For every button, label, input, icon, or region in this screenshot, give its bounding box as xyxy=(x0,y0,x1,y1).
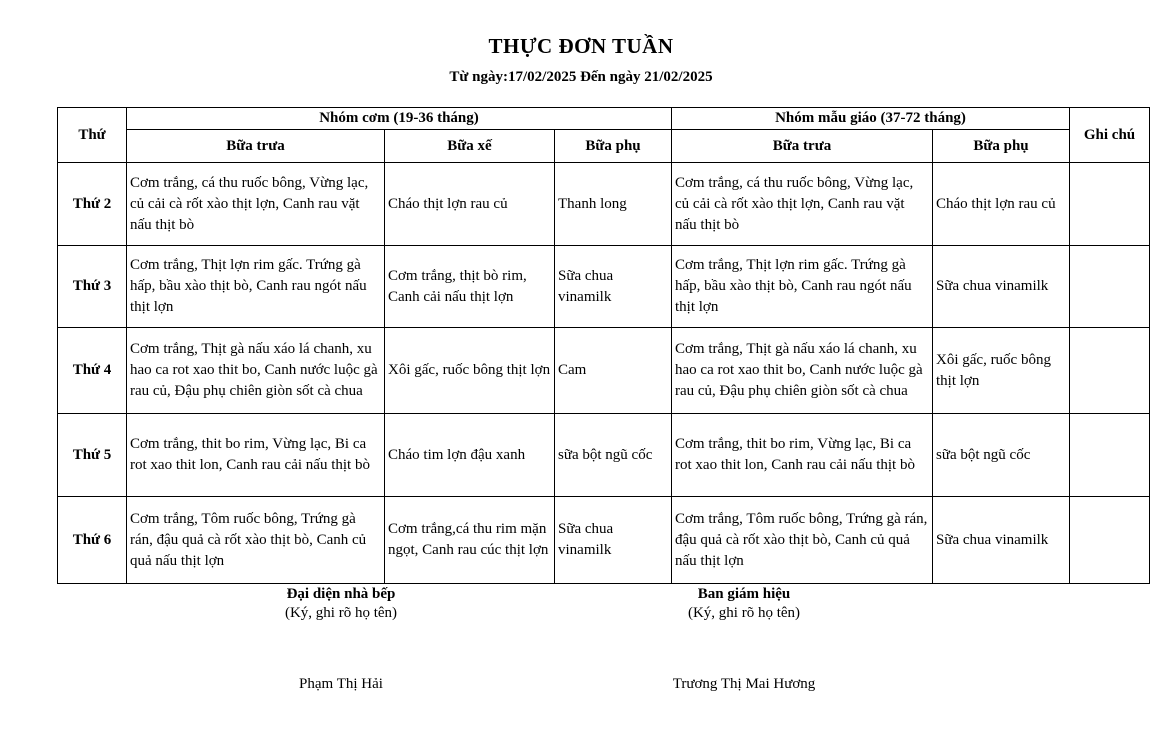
menu-table xyxy=(57,107,1150,584)
g2-snack-cell: sữa bột ngũ cốc xyxy=(933,414,1070,497)
signature-board-role: Ban giám hiệu xyxy=(697,586,791,602)
g1-snack-cell: Cam xyxy=(555,328,672,414)
g1-lunch-cell: Cơm trắng, Thịt gà nấu xáo lá chanh, xu hao ca rot xao thit bo, Canh nước luộc gà rau củ, Đậu phụ chiên giòn sốt cà chua xyxy=(127,328,385,414)
g1-afternoon-cell: Cơm trắng,cá thu rim mặn ngọt, Canh rau cúc thịt lợn xyxy=(385,497,555,584)
header-day: Thứ xyxy=(58,108,127,163)
table-row xyxy=(58,163,1150,246)
g1-afternoon-cell: Cơm trắng, thịt bò rim, Canh cải nấu thịt lợn xyxy=(385,246,555,328)
g1-snack-cell: Sữa chua vinamilk xyxy=(555,246,672,328)
table-row xyxy=(58,497,1150,584)
g2-lunch-cell: Cơm trắng, thit bo rim, Vừng lạc, Bi ca rot xao thit lon, Canh rau cải nấu thịt bò xyxy=(672,414,933,497)
g1-snack-cell: sữa bột ngũ cốc xyxy=(555,414,672,497)
g1-snack-cell: Thanh long xyxy=(555,163,672,246)
g1-lunch-cell: Cơm trắng, thit bo rim, Vừng lạc, Bi ca rot xao thit lon, Canh rau cải nấu thịt bò xyxy=(127,414,385,497)
g2-snack-cell: Xôi gấc, ruốc bông thịt lợn xyxy=(933,328,1070,414)
note-cell xyxy=(1070,163,1150,246)
header-group-kindergarten: Nhóm mẫu giáo (37-72 tháng) xyxy=(672,108,1070,130)
day-cell: Thứ 4 xyxy=(58,328,127,414)
note-cell xyxy=(1070,497,1150,584)
note-cell xyxy=(1070,414,1150,497)
g2-snack-cell: Sữa chua vinamilk xyxy=(933,497,1070,584)
g1-lunch-cell: Cơm trắng, Tôm ruốc bông, Trứng gà rán, đậu quả cà rốt xào thịt bò, Canh củ quả nấu thịt lợn xyxy=(127,497,385,584)
g2-lunch-cell: Cơm trắng, cá thu ruốc bông, Vừng lạc, củ cải cà rốt xào thịt lợn, Canh rau vặt nấu thịt bò xyxy=(672,163,933,246)
signature-board xyxy=(634,586,854,696)
note-cell xyxy=(1070,328,1150,414)
day-cell: Thứ 2 xyxy=(58,163,127,246)
day-cell: Thứ 5 xyxy=(58,414,127,497)
header-g1-snack: Bữa phụ xyxy=(555,130,672,163)
header-g1-afternoon: Bữa xế xyxy=(385,130,555,163)
signature-kitchen-role: Đại diện nhà bếp xyxy=(286,586,396,602)
g1-lunch-cell: Cơm trắng, cá thu ruốc bông, Vừng lạc, củ cải cà rốt xào thịt lợn, Canh rau vặt nấu thịt bò xyxy=(127,163,385,246)
signature-kitchen-hint: (Ký, ghi rõ họ tên) xyxy=(284,605,398,621)
header-group-rice: Nhóm cơm (19-36 tháng) xyxy=(127,108,672,130)
g2-snack-cell: Cháo thịt lợn rau củ xyxy=(933,163,1070,246)
g1-lunch-cell: Cơm trắng, Thịt lợn rim gấc. Trứng gà hấp, bầu xào thịt bò, Canh rau ngót nấu thịt lợn xyxy=(127,246,385,328)
note-cell xyxy=(1070,246,1150,328)
header-note: Ghi chú xyxy=(1070,108,1150,163)
g2-lunch-cell: Cơm trắng, Thịt gà nấu xáo lá chanh, xu hao ca rot xao thit bo, Canh nước luộc gà rau củ, Đậu phụ chiên giòn sốt cà chua xyxy=(672,328,933,414)
g2-lunch-cell: Cơm trắng, Thịt lợn rim gấc. Trứng gà hấp, bầu xào thịt bò, Canh rau ngót nấu thịt lợn xyxy=(672,246,933,328)
day-cell: Thứ 6 xyxy=(58,497,127,584)
page-title: THỰC ĐƠN TUẦN xyxy=(488,34,674,58)
g2-lunch-cell: Cơm trắng, Tôm ruốc bông, Trứng gà rán, đậu quả cà rốt xào thịt bò, Canh củ quả nấu thịt lợn xyxy=(672,497,933,584)
table-row xyxy=(58,414,1150,497)
header-g2-lunch: Bữa trưa xyxy=(672,130,933,163)
signature-board-name: Trương Thị Mai Hương xyxy=(672,676,816,692)
g1-snack-cell: Sữa chua vinamilk xyxy=(555,497,672,584)
date-range: Từ ngày:17/02/2025 Đến ngày 21/02/2025 xyxy=(449,69,713,85)
g2-snack-cell: Sữa chua vinamilk xyxy=(933,246,1070,328)
table-row xyxy=(58,246,1150,328)
g1-afternoon-cell: Xôi gấc, ruốc bông thịt lợn xyxy=(385,328,555,414)
header-g1-lunch: Bữa trưa xyxy=(127,130,385,163)
header-g2-snack: Bữa phụ xyxy=(933,130,1070,163)
day-cell: Thứ 3 xyxy=(58,246,127,328)
table-row xyxy=(58,328,1150,414)
g1-afternoon-cell: Cháo thịt lợn rau củ xyxy=(385,163,555,246)
signature-kitchen xyxy=(241,586,441,696)
signature-board-hint: (Ký, ghi rõ họ tên) xyxy=(687,605,801,621)
signature-kitchen-name: Phạm Thị Hải xyxy=(299,676,383,692)
g1-afternoon-cell: Cháo tim lợn đậu xanh xyxy=(385,414,555,497)
